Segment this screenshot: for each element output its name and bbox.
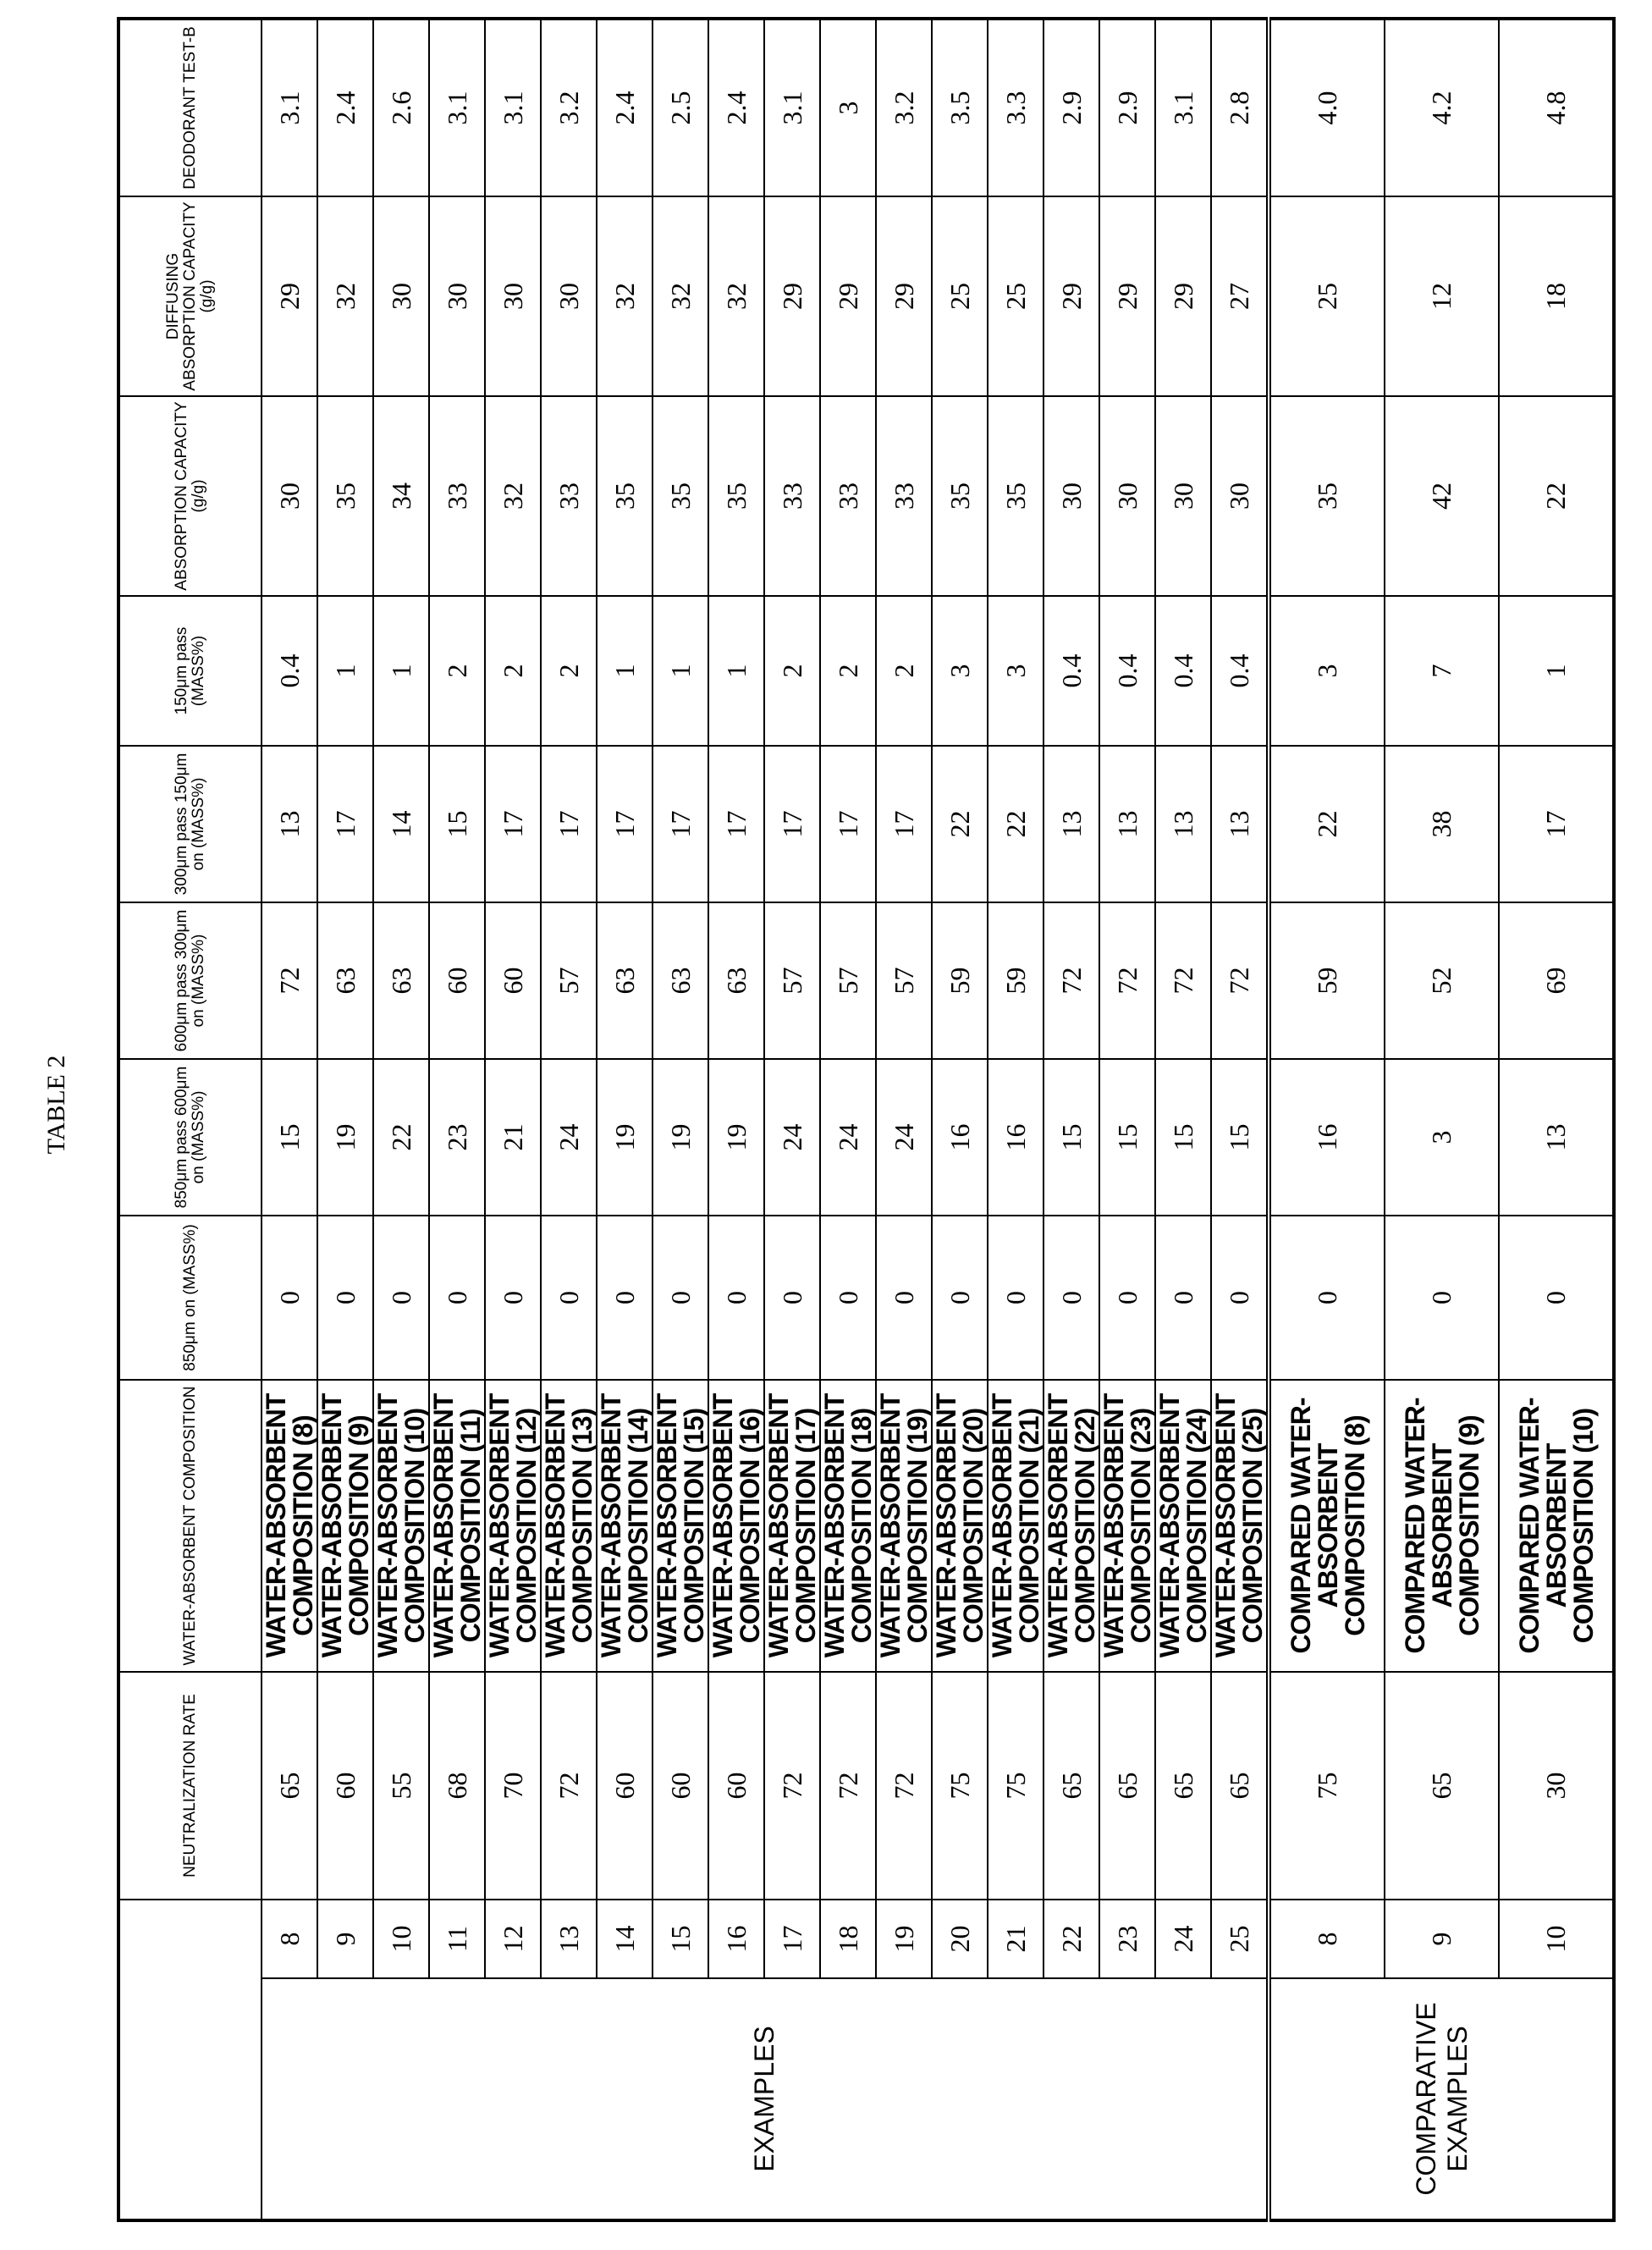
cell-600-300: 63 (597, 902, 653, 1059)
group-label: EXAMPLES (262, 1978, 1269, 2220)
diffusing-cell: 32 (317, 196, 373, 396)
diffusing-cell: 18 (1499, 196, 1614, 396)
cell-150-pass: 0.4 (1155, 596, 1211, 746)
cell-850-600: 24 (820, 1059, 876, 1216)
cell-600-300: 72 (1155, 902, 1211, 1059)
diffusing-cell: 32 (597, 196, 653, 396)
absorption-cell: 33 (429, 396, 485, 596)
results-table (117, 17, 1616, 2222)
cell-850-on: 0 (1044, 1216, 1099, 1380)
cell-600-300: 63 (317, 902, 373, 1059)
cell-150-pass: 0.4 (1099, 596, 1155, 746)
header-600-300: 600μm pass 300μm on (MASS%) (118, 902, 262, 1059)
cell-600-300: 57 (764, 902, 820, 1059)
absorption-cell: 35 (1269, 396, 1385, 596)
example-number: 21 (988, 1900, 1044, 1978)
cell-150-pass: 7 (1385, 596, 1499, 746)
cell-150-pass: 0.4 (1211, 596, 1269, 746)
neutralization-cell: 60 (597, 1672, 653, 1900)
cell-150-pass: 1 (373, 596, 429, 746)
neutralization-cell: 65 (1155, 1672, 1211, 1900)
deodorant-cell: 2.9 (1044, 19, 1099, 196)
example-number: 15 (653, 1900, 708, 1978)
table-row (1385, 19, 1499, 2220)
composition-cell: COMPARED WATER-ABSORBENT COMPOSITION (8) (1269, 1380, 1385, 1672)
cell-300-150: 22 (988, 746, 1044, 902)
cell-150-pass: 1 (1499, 596, 1614, 746)
table-row (820, 19, 876, 2220)
cell-850-on: 0 (373, 1216, 429, 1380)
diffusing-cell: 32 (653, 196, 708, 396)
diffusing-cell: 29 (820, 196, 876, 396)
neutralization-cell: 72 (820, 1672, 876, 1900)
cell-600-300: 57 (541, 902, 597, 1059)
header-850-on: 850μm on (MASS%) (118, 1216, 262, 1380)
cell-850-on: 0 (429, 1216, 485, 1380)
table-row (485, 19, 541, 2220)
absorption-cell: 35 (708, 396, 764, 596)
cell-850-600: 19 (708, 1059, 764, 1216)
example-number: 13 (541, 1900, 597, 1978)
cell-850-on: 0 (708, 1216, 764, 1380)
cell-850-600: 24 (541, 1059, 597, 1216)
composition-cell: WATER-ABSORBENT COMPOSITION (13) (541, 1380, 597, 1672)
neutralization-cell: 70 (485, 1672, 541, 1900)
cell-300-150: 17 (653, 746, 708, 902)
absorption-cell: 35 (317, 396, 373, 596)
cell-850-on: 0 (764, 1216, 820, 1380)
example-number: 22 (1044, 1900, 1099, 1978)
cell-600-300: 52 (1385, 902, 1499, 1059)
deodorant-cell: 3.1 (429, 19, 485, 196)
rotated-table-container (117, 21, 1608, 2222)
composition-cell: WATER-ABSORBENT COMPOSITION (16) (708, 1380, 764, 1672)
deodorant-cell: 4.0 (1269, 19, 1385, 196)
cell-300-150: 17 (597, 746, 653, 902)
example-number: 24 (1155, 1900, 1211, 1978)
cell-600-300: 57 (876, 902, 932, 1059)
absorption-cell: 30 (262, 396, 317, 596)
example-number: 8 (262, 1900, 317, 1978)
neutralization-cell: 55 (373, 1672, 429, 1900)
cell-300-150: 17 (317, 746, 373, 902)
composition-cell: WATER-ABSORBENT COMPOSITION (9) (317, 1380, 373, 1672)
cell-600-300: 57 (820, 902, 876, 1059)
neutralization-cell: 72 (876, 1672, 932, 1900)
table-row (1044, 19, 1099, 2220)
table-row (653, 19, 708, 2220)
example-number: 16 (708, 1900, 764, 1978)
cell-850-on: 0 (1385, 1216, 1499, 1380)
deodorant-cell: 2.5 (653, 19, 708, 196)
cell-850-600: 15 (1155, 1059, 1211, 1216)
example-number: 11 (429, 1900, 485, 1978)
cell-300-150: 13 (1044, 746, 1099, 902)
absorption-cell: 42 (1385, 396, 1499, 596)
neutralization-cell: 30 (1499, 1672, 1614, 1900)
cell-850-on: 0 (1099, 1216, 1155, 1380)
example-number: 18 (820, 1900, 876, 1978)
table-row (541, 19, 597, 2220)
composition-cell: WATER-ABSORBENT COMPOSITION (14) (597, 1380, 653, 1672)
cell-150-pass: 3 (932, 596, 988, 746)
table-title: TABLE 2 (42, 1056, 71, 1155)
table-row (429, 19, 485, 2220)
cell-150-pass: 0.4 (262, 596, 317, 746)
cell-300-150: 13 (1099, 746, 1155, 902)
absorption-cell: 33 (541, 396, 597, 596)
cell-850-600: 15 (262, 1059, 317, 1216)
cell-850-on: 0 (485, 1216, 541, 1380)
cell-600-300: 72 (1099, 902, 1155, 1059)
deodorant-cell: 3.1 (1155, 19, 1211, 196)
cell-300-150: 22 (1269, 746, 1385, 902)
cell-850-on: 0 (932, 1216, 988, 1380)
cell-600-300: 59 (932, 902, 988, 1059)
absorption-cell: 33 (764, 396, 820, 596)
cell-150-pass: 1 (317, 596, 373, 746)
composition-cell: WATER-ABSORBENT COMPOSITION (20) (932, 1380, 988, 1672)
example-number: 9 (1385, 1900, 1499, 1978)
cell-850-600: 15 (1099, 1059, 1155, 1216)
cell-600-300: 60 (485, 902, 541, 1059)
cell-850-600: 15 (1044, 1059, 1099, 1216)
table-row (373, 19, 429, 2220)
diffusing-cell: 30 (373, 196, 429, 396)
neutralization-cell: 75 (1269, 1672, 1385, 1900)
composition-cell: WATER-ABSORBENT COMPOSITION (23) (1099, 1380, 1155, 1672)
absorption-cell: 32 (485, 396, 541, 596)
composition-cell: WATER-ABSORBENT COMPOSITION (24) (1155, 1380, 1211, 1672)
cell-850-600: 16 (932, 1059, 988, 1216)
cell-850-600: 21 (485, 1059, 541, 1216)
composition-cell: WATER-ABSORBENT COMPOSITION (22) (1044, 1380, 1099, 1672)
deodorant-cell: 3.1 (764, 19, 820, 196)
deodorant-cell: 2.6 (373, 19, 429, 196)
example-number: 9 (317, 1900, 373, 1978)
cell-150-pass: 2 (876, 596, 932, 746)
table-row (988, 19, 1044, 2220)
diffusing-cell: 30 (485, 196, 541, 396)
diffusing-cell: 25 (1269, 196, 1385, 396)
cell-150-pass: 1 (708, 596, 764, 746)
diffusing-cell: 29 (1044, 196, 1099, 396)
table-row (876, 19, 932, 2220)
header-neutralization: NEUTRALIZATION RATE (118, 1672, 262, 1900)
absorption-cell: 35 (988, 396, 1044, 596)
table-row (1269, 19, 1385, 2220)
absorption-cell: 30 (1155, 396, 1211, 596)
example-number: 12 (485, 1900, 541, 1978)
absorption-cell: 35 (597, 396, 653, 596)
cell-150-pass: 3 (1269, 596, 1385, 746)
table-row (597, 19, 653, 2220)
absorption-cell: 33 (820, 396, 876, 596)
cell-850-on: 0 (317, 1216, 373, 1380)
table-body (262, 19, 1614, 2220)
cell-600-300: 63 (373, 902, 429, 1059)
cell-850-on: 0 (1155, 1216, 1211, 1380)
table-row (262, 19, 317, 2220)
composition-cell: WATER-ABSORBENT COMPOSITION (17) (764, 1380, 820, 1672)
cell-300-150: 17 (764, 746, 820, 902)
table-row (708, 19, 764, 2220)
absorption-cell: 35 (653, 396, 708, 596)
cell-300-150: 17 (820, 746, 876, 902)
absorption-cell: 30 (1211, 396, 1269, 596)
diffusing-cell: 27 (1211, 196, 1269, 396)
cell-850-600: 19 (597, 1059, 653, 1216)
composition-cell: WATER-ABSORBENT COMPOSITION (19) (876, 1380, 932, 1672)
example-number: 8 (1269, 1900, 1385, 1978)
composition-cell: WATER-ABSORBENT COMPOSITION (8) (262, 1380, 317, 1672)
absorption-cell: 30 (1044, 396, 1099, 596)
header-composition: WATER-ABSORBENT COMPOSITION (118, 1380, 262, 1672)
cell-850-on: 0 (541, 1216, 597, 1380)
diffusing-cell: 29 (1155, 196, 1211, 396)
cell-150-pass: 2 (764, 596, 820, 746)
deodorant-cell: 2.8 (1211, 19, 1269, 196)
example-number: 20 (932, 1900, 988, 1978)
neutralization-cell: 65 (262, 1672, 317, 1900)
cell-600-300: 72 (1044, 902, 1099, 1059)
cell-850-on: 0 (597, 1216, 653, 1380)
header-deodorant: DEODORANT TEST-B (118, 19, 262, 196)
header-300-150: 300μm pass 150μm on (MASS%) (118, 746, 262, 902)
cell-850-on: 0 (988, 1216, 1044, 1380)
diffusing-cell: 25 (988, 196, 1044, 396)
deodorant-cell: 3 (820, 19, 876, 196)
cell-850-on: 0 (653, 1216, 708, 1380)
composition-cell: COMPARED WATER-ABSORBENT COMPOSITION (10) (1499, 1380, 1614, 1672)
cell-150-pass: 1 (653, 596, 708, 746)
cell-850-600: 24 (876, 1059, 932, 1216)
composition-cell: WATER-ABSORBENT COMPOSITION (10) (373, 1380, 429, 1672)
composition-cell: WATER-ABSORBENT COMPOSITION (15) (653, 1380, 708, 1672)
table-row (1211, 19, 1269, 2220)
composition-cell: WATER-ABSORBENT COMPOSITION (11) (429, 1380, 485, 1672)
deodorant-cell: 2.9 (1099, 19, 1155, 196)
cell-150-pass: 2 (485, 596, 541, 746)
deodorant-cell: 2.4 (708, 19, 764, 196)
neutralization-cell: 75 (988, 1672, 1044, 1900)
header-blank (118, 1900, 262, 2220)
deodorant-cell: 3.5 (932, 19, 988, 196)
example-number: 17 (764, 1900, 820, 1978)
cell-850-600: 19 (653, 1059, 708, 1216)
cell-850-600: 19 (317, 1059, 373, 1216)
deodorant-cell: 3.2 (541, 19, 597, 196)
cell-600-300: 60 (429, 902, 485, 1059)
deodorant-cell: 3.2 (876, 19, 932, 196)
neutralization-cell: 72 (541, 1672, 597, 1900)
example-number: 10 (1499, 1900, 1614, 1978)
cell-850-600: 13 (1499, 1059, 1614, 1216)
cell-300-150: 17 (708, 746, 764, 902)
neutralization-cell: 60 (317, 1672, 373, 1900)
absorption-cell: 22 (1499, 396, 1614, 596)
cell-850-600: 23 (429, 1059, 485, 1216)
cell-600-300: 63 (653, 902, 708, 1059)
header-diffusing: DIFFUSING ABSORPTION CAPACITY (g/g) (118, 196, 262, 396)
diffusing-cell: 30 (541, 196, 597, 396)
absorption-cell: 30 (1099, 396, 1155, 596)
diffusing-cell: 29 (764, 196, 820, 396)
cell-150-pass: 2 (429, 596, 485, 746)
cell-150-pass: 2 (541, 596, 597, 746)
composition-cell: WATER-ABSORBENT COMPOSITION (12) (485, 1380, 541, 1672)
diffusing-cell: 29 (876, 196, 932, 396)
neutralization-cell: 65 (1211, 1672, 1269, 1900)
cell-850-on: 0 (1499, 1216, 1614, 1380)
cell-150-pass: 1 (597, 596, 653, 746)
header-absorption: ABSORPTION CAPACITY (g/g) (118, 396, 262, 596)
cell-300-150: 38 (1385, 746, 1499, 902)
diffusing-cell: 29 (1099, 196, 1155, 396)
deodorant-cell: 3.1 (262, 19, 317, 196)
diffusing-cell: 30 (429, 196, 485, 396)
absorption-cell: 35 (932, 396, 988, 596)
neutralization-cell: 65 (1385, 1672, 1499, 1900)
composition-cell: WATER-ABSORBENT COMPOSITION (25) (1211, 1380, 1269, 1672)
diffusing-cell: 32 (708, 196, 764, 396)
group-label: COMPARATIVE EXAMPLES (1269, 1978, 1614, 2220)
cell-300-150: 22 (932, 746, 988, 902)
cell-300-150: 17 (1499, 746, 1614, 902)
cell-850-on: 0 (262, 1216, 317, 1380)
cell-850-on: 0 (820, 1216, 876, 1380)
cell-150-pass: 2 (820, 596, 876, 746)
cell-600-300: 72 (1211, 902, 1269, 1059)
composition-cell: WATER-ABSORBENT COMPOSITION (21) (988, 1380, 1044, 1672)
deodorant-cell: 2.4 (317, 19, 373, 196)
cell-300-150: 15 (429, 746, 485, 902)
header-150-pass: 150μm pass (MASS%) (118, 596, 262, 746)
cell-600-300: 59 (1269, 902, 1385, 1059)
example-number: 19 (876, 1900, 932, 1978)
neutralization-cell: 60 (708, 1672, 764, 1900)
cell-300-150: 17 (541, 746, 597, 902)
cell-300-150: 14 (373, 746, 429, 902)
deodorant-cell: 2.4 (597, 19, 653, 196)
cell-850-600: 16 (1269, 1059, 1385, 1216)
cell-600-300: 69 (1499, 902, 1614, 1059)
cell-600-300: 72 (262, 902, 317, 1059)
neutralization-cell: 75 (932, 1672, 988, 1900)
example-number: 23 (1099, 1900, 1155, 1978)
cell-300-150: 13 (1211, 746, 1269, 902)
absorption-cell: 33 (876, 396, 932, 596)
table-row (1499, 19, 1614, 2220)
deodorant-cell: 4.8 (1499, 19, 1614, 196)
diffusing-cell: 29 (262, 196, 317, 396)
neutralization-cell: 65 (1099, 1672, 1155, 1900)
neutralization-cell: 68 (429, 1672, 485, 1900)
cell-850-on: 0 (1269, 1216, 1385, 1380)
table-row (932, 19, 988, 2220)
deodorant-cell: 4.2 (1385, 19, 1499, 196)
example-number: 10 (373, 1900, 429, 1978)
diffusing-cell: 12 (1385, 196, 1499, 396)
example-number: 14 (597, 1900, 653, 1978)
table-row (1155, 19, 1211, 2220)
deodorant-cell: 3.1 (485, 19, 541, 196)
cell-850-600: 15 (1211, 1059, 1269, 1216)
composition-cell: WATER-ABSORBENT COMPOSITION (18) (820, 1380, 876, 1672)
example-number: 25 (1211, 1900, 1269, 1978)
cell-150-pass: 0.4 (1044, 596, 1099, 746)
diffusing-cell: 25 (932, 196, 988, 396)
cell-850-600: 22 (373, 1059, 429, 1216)
absorption-cell: 34 (373, 396, 429, 596)
table-row (317, 19, 373, 2220)
composition-cell: COMPARED WATER-ABSORBENT COMPOSITION (9) (1385, 1380, 1499, 1672)
cell-850-600: 16 (988, 1059, 1044, 1216)
cell-850-on: 0 (1211, 1216, 1269, 1380)
table-row (1099, 19, 1155, 2220)
cell-600-300: 59 (988, 902, 1044, 1059)
cell-300-150: 13 (1155, 746, 1211, 902)
cell-850-600: 3 (1385, 1059, 1499, 1216)
neutralization-cell: 60 (653, 1672, 708, 1900)
cell-300-150: 17 (485, 746, 541, 902)
cell-600-300: 63 (708, 902, 764, 1059)
neutralization-cell: 72 (764, 1672, 820, 1900)
header-850-600: 850μm pass 600μm on (MASS%) (118, 1059, 262, 1216)
cell-300-150: 13 (262, 746, 317, 902)
table-row (764, 19, 820, 2220)
header-row (118, 19, 262, 2220)
cell-150-pass: 3 (988, 596, 1044, 746)
cell-850-on: 0 (876, 1216, 932, 1380)
cell-850-600: 24 (764, 1059, 820, 1216)
neutralization-cell: 65 (1044, 1672, 1099, 1900)
deodorant-cell: 3.3 (988, 19, 1044, 196)
cell-300-150: 17 (876, 746, 932, 902)
